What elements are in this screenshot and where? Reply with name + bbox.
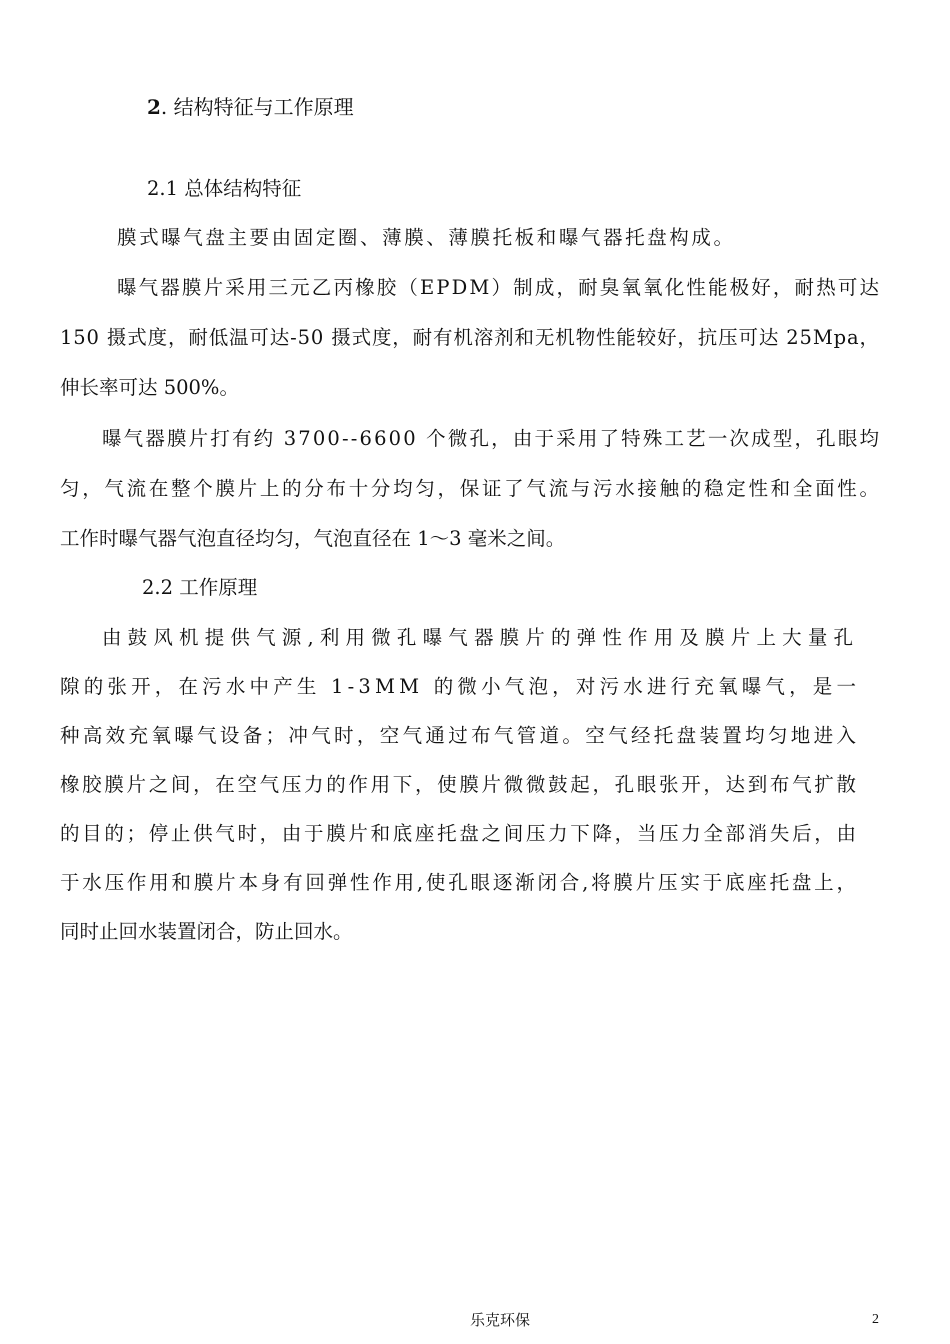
section-heading [147, 94, 354, 120]
paragraph-line: 由鼓风机提供气源,利用微孔曝气器膜片的弹性作用及膜片上大量孔 [102, 626, 860, 649]
subsection-heading-2-1: 2.1 总体结构特征 [147, 177, 302, 200]
paragraph-line: 工作时曝气器气泡直径均匀，气泡直径在 1～3 毫米之间。 [60, 527, 566, 550]
paragraph-line: 曝气器膜片打有约 3700--6600 个微孔，由于采用了特殊工艺一次成型，孔眼均 [102, 427, 882, 450]
paragraph-line: 隙的张开，在污水中产生 1-3MM 的微小气泡，对污水进行充氧曝气，是一 [60, 675, 861, 698]
paragraph-line: 膜式曝气盘主要由固定圈、薄膜、薄膜托板和曝气器托盘构成。 [117, 226, 736, 249]
paragraph-line: 曝气器膜片采用三元乙丙橡胶（EPDM）制成，耐臭氧氧化性能极好，耐热可达 [117, 276, 882, 299]
paragraph-line: 的目的；停止供气时，由于膜片和底座托盘之间压力下降，当压力全部消失后，由 [60, 822, 859, 845]
section-separator: . [160, 95, 168, 119]
page-number: 2 [872, 1312, 879, 1327]
subsection-heading-2-2: 2.2 工作原理 [142, 576, 258, 599]
paragraph-line: 150 摄式度，耐低温可达-50 摄式度，耐有机溶剂和无机物性能较好，抗压可达 25Mpa， [60, 326, 880, 349]
paragraph-line: 种高效充氧曝气设备；冲气时，空气通过布气管道。空气经托盘装置均匀地进入 [60, 724, 860, 747]
paragraph-line: 橡胶膜片之间，在空气压力的作用下，使膜片微微鼓起，孔眼张开，达到布气扩散 [60, 773, 859, 796]
paragraph-line: 匀，气流在整个膜片上的分布十分均匀，保证了气流与污水接触的稳定性和全面性。 [60, 477, 882, 500]
footer-company-name: 乐克环保 [470, 1311, 531, 1329]
section-title: 结构特征与工作原理 [173, 95, 354, 119]
paragraph-line: 同时止回水装置闭合，防止回水。 [60, 920, 353, 943]
section-number: 2 [147, 95, 161, 119]
paragraph-line: 于水压作用和膜片本身有回弹性作用,使孔眼逐渐闭合,将膜片压实于底座托盘上， [60, 871, 859, 894]
paragraph-line: 伸长率可达 500%。 [60, 376, 239, 399]
